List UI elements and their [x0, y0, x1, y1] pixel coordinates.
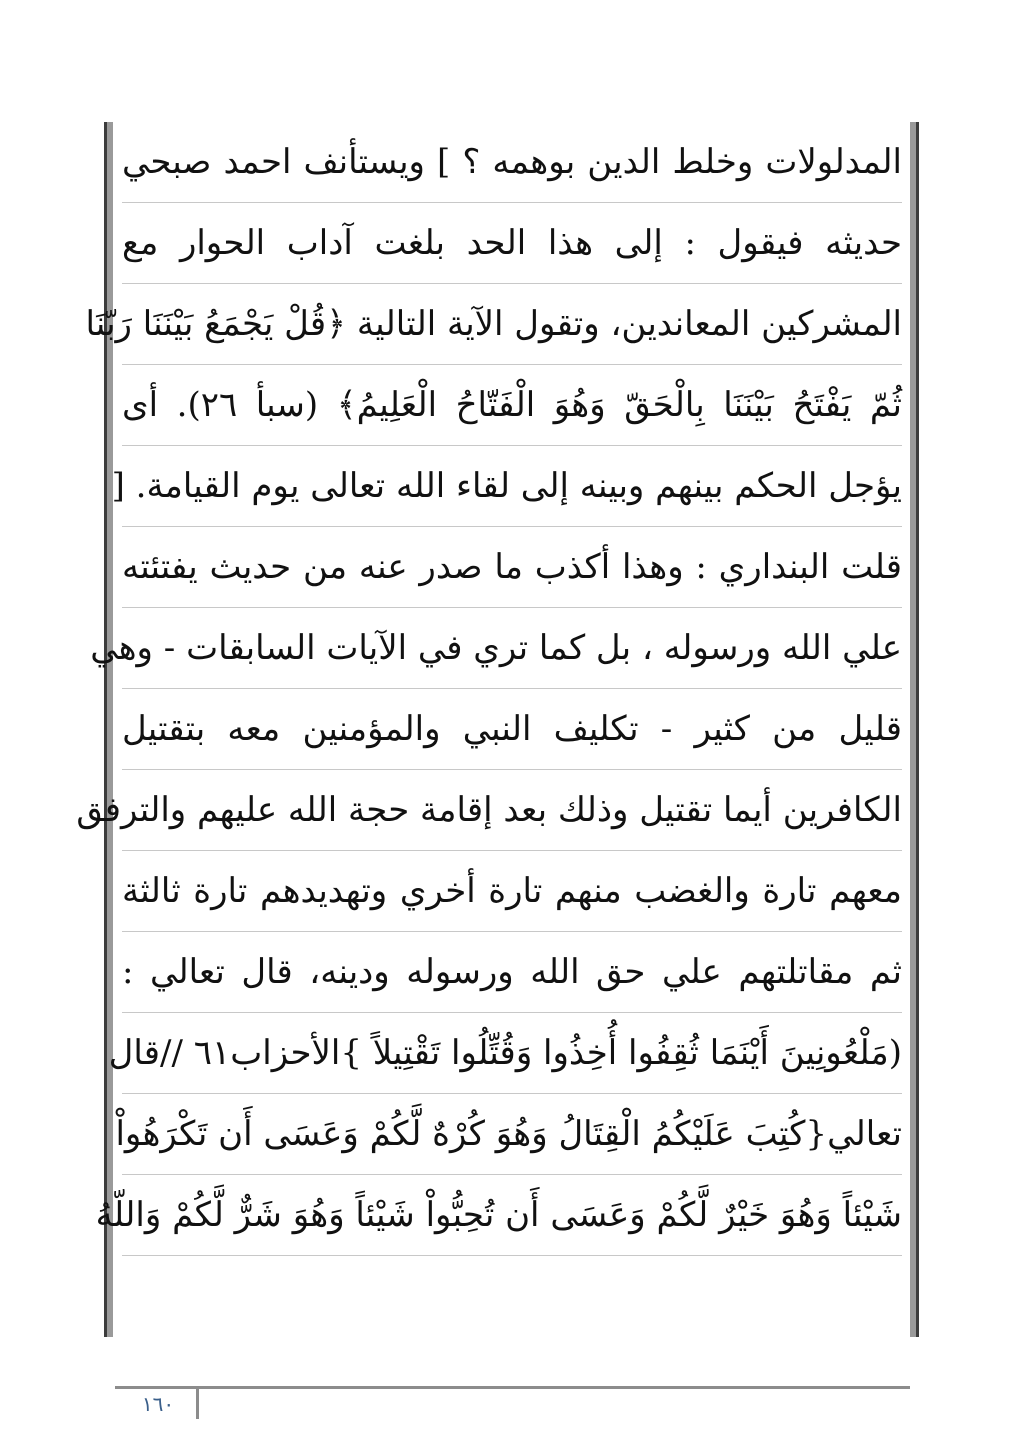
text-line: (مَلْعُونِينَ أَيْنَمَا ثُقِفُوا أُخِذُوا وَقُتِّلُوا تَقْتِيلاً }الأحزاب٦١ //قال [122, 1013, 902, 1094]
body-text [76, 122, 903, 1256]
text-line: الكافرين أيما تقتيل وذلك بعد إقامة حجة الله عليهم والترفق [122, 770, 902, 851]
text-line: تعالي{كُتِبَ عَلَيْكُمُ الْقِتَالُ وَهُوَ كُرْهٌ لَّكُمْ وَعَسَى أَن تَكْرَهُواْ [122, 1094, 902, 1175]
text-line: معهم تارة والغضب منهم تارة أخري وتهديدهم تارة ثالثة [122, 851, 902, 932]
text-line: يؤجل الحكم بينهم وبينه إلى لقاء الله تعالى يوم القيامة. [ [122, 446, 902, 527]
page-number: ١٦٠ [141, 1392, 175, 1416]
text-line: المدلولات وخلط الدين بوهمه ؟ ] ويستأنف احمد صبحي [122, 122, 902, 203]
text-line: شَيْئاً وَهُوَ خَيْرٌ لَّكُمْ وَعَسَى أَن تُحِبُّواْ شَيْئاً وَهُوَ شَرٌّ لَّكُمْ وَاللّهُ [122, 1175, 902, 1256]
text-line: قلت البنداري : وهذا أكذب ما صدر عنه من حديث يفتئته [122, 527, 902, 608]
text-line: حديثه فيقول : إلى هذا الحد بلغت آداب الحوار مع [122, 203, 902, 284]
footer-divider [115, 1386, 910, 1389]
footer-page-number-separator [196, 1387, 199, 1419]
text-line: قليل من كثير - تكليف النبي والمؤمنين معه بتقتيل [122, 689, 902, 770]
text-line: ثُمّ يَفْتَحُ بَيْنَنَا بِالْحَقّ وَهُوَ الْفَتّاحُ الْعَلِيمُ﴾ (سبأ ٢٦). أى [122, 365, 902, 446]
text-line: علي الله ورسوله ، بل كما تري في الآيات السابقات - وهي [122, 608, 902, 689]
page-frame-right-border [910, 122, 919, 1337]
text-line: ثم مقاتلتهم علي حق الله ورسوله ودينه، قال تعالي : [122, 932, 902, 1013]
text-line: المشركين المعاندين، وتقول الآية التالية ﴿قُلْ يَجْمَعُ بَيْنَنَا رَبّنَا [122, 284, 902, 365]
